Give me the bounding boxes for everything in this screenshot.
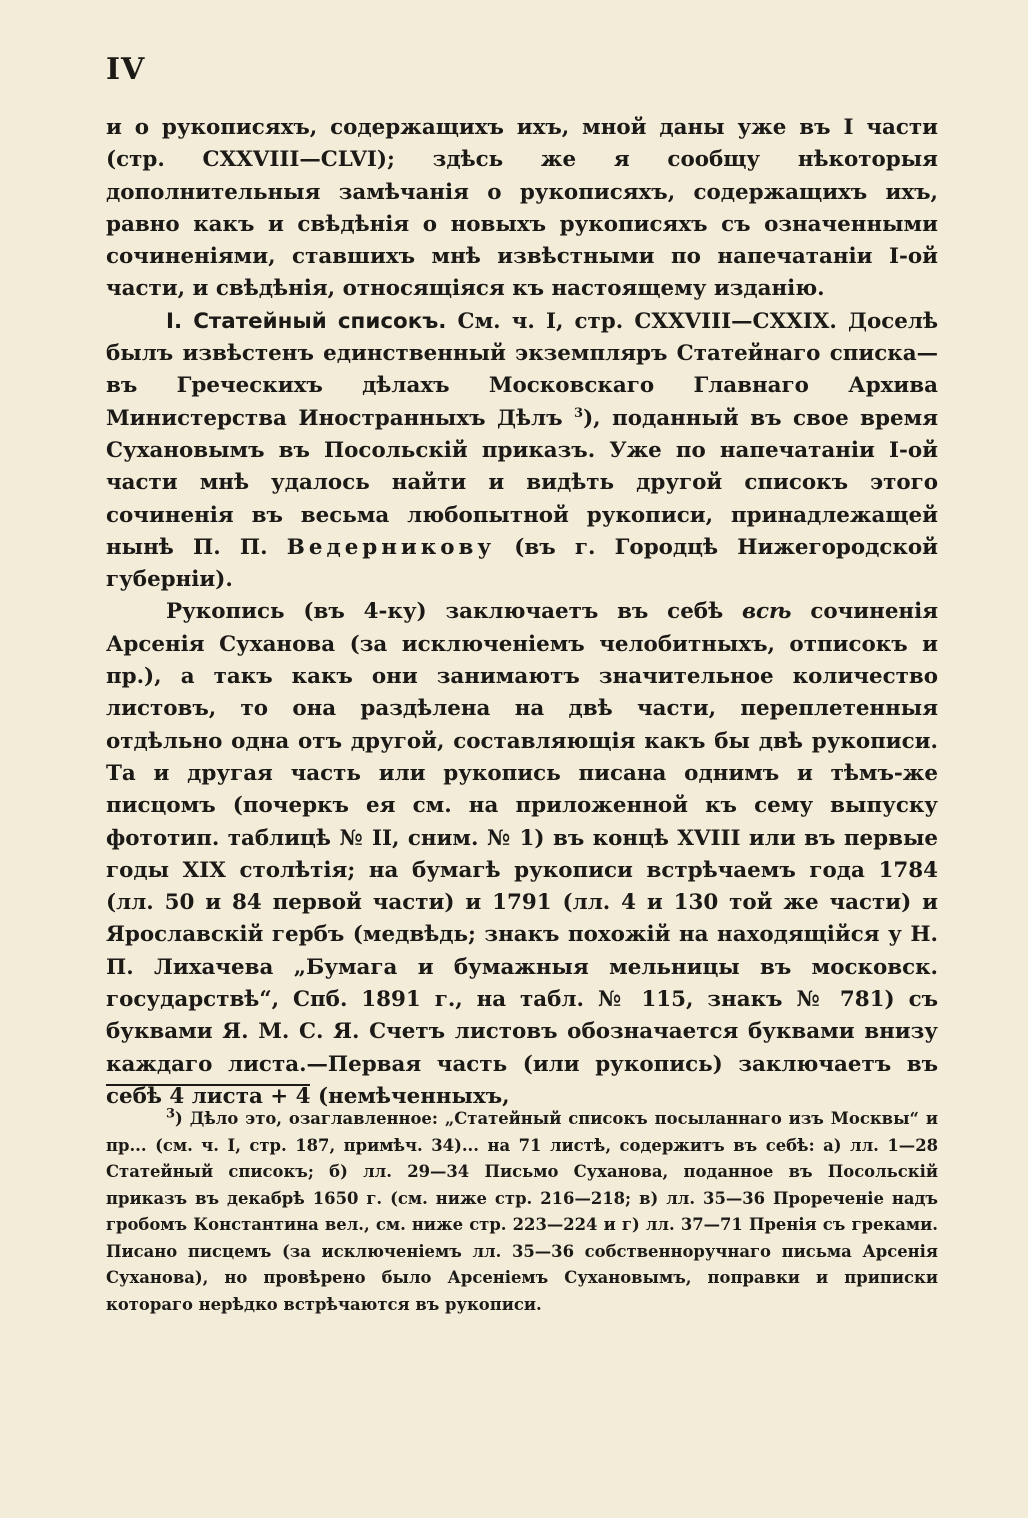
manuscript-text-b: сочиненія Арсенія Суханова (за исключеніемъ челобитныхъ, отписокъ и пр.), а такъ какъ они занимаютъ значительное количество листовъ, то она раздѣлена на двѣ части, переплетенныя отдѣльно одна отъ другой, составляющія какъ бы двѣ рукописи. Та и другая часть или рукопись писана однимъ и тѣмъ-же писцомъ (почеркъ ея см. на приложенной къ сему выпуску фототип. таблицѣ № II, сним. № 1) въ концѣ XVIII или въ первые годы XIX столѣтія; на бумагѣ рукописи встрѣчаемъ года 1784 (лл. 50 и 84 первой части) и 1791 (лл. 4 и 130 той же части) и Ярославскій гербъ (медвѣдь; знакъ похожій на находящійся у Н. П. Лихачева „Бумага и бумажныя мельницы въ московск. государствѣ“, Спб. 1891 г., на табл. № 115, знакъ № 781) съ буквами Я. М. С. Я. Счетъ листовъ обозначается буквами внизу каждаго листа.—Первая часть (или рукопись) заключаетъ въ себѣ 4 листа + 4 (немѣченныхъ, [106,599,939,1109]
footnote-text: ) Дѣло это, озаглавленное: „Статейный списокъ посыланнаго изъ Москвы“ и пр... (см. ч. I, стр. 187, примѣч. 34)... на 71 листѣ, содержитъ въ себѣ: а) лл. 1—28 Статейный списокъ; б) лл. 29—34 Письмо Суханова, поданное въ Посольскій приказъ въ декабрѣ 1650 г. (см. ниже стр. 216—218; в) лл. 35—36 Прореченіе надъ гробомъ Константина вел., см. ниже стр. 223—224 и г) лл. 37—71 Пренія съ греками. Писано писцемъ (за исключеніемъ лл. 35—36 собственноручнаго письма Арсенія Суханова), но провѣрено было Арсеніемъ Сухановымъ, поправки и приписки котораго нерѣдко встрѣчаются въ рукописи. [106,1109,938,1314]
page-number: IV [106,52,146,87]
footnote-reference: 3 [574,405,584,421]
manuscript-paragraph [106,596,938,1113]
emphasis-word: всѣ [741,599,792,625]
footnote-marker: 3 [166,1106,176,1122]
footnote-paragraph [106,1106,938,1318]
footnote-divider [106,1084,310,1086]
intro-paragraph: и о рукописяхъ, содержащихъ ихъ, мной даны уже въ I части (стр. CXXVIII—CLVI); здѣсь же я сообщу нѣкоторыя дополнительныя замѣчанія о рукописяхъ, содержащихъ ихъ, равно какъ и свѣдѣнія о новыхъ рукописяхъ съ означенными сочиненіями, ставшихъ мнѣ извѣстными по напечатаніи I-ой части, и свѣдѣнія, относящіяся къ настоящему изданію. [106,115,938,302]
main-text [106,112,938,1113]
manuscript-text-a: Рукопись (въ 4-ку) заключаетъ въ себѣ [166,599,724,625]
section-text-b: ), поданный въ свое время Сухановымъ въ Посольскій приказъ. Уже по напечатаніи I-ой части мнѣ удалось найти и видѣть другой списокъ этого сочиненія въ весьма любопытной рукописи, принадлежащей нынѣ П. П. [106,405,938,560]
section-text-c: (въ г. Городцѣ Нижегородской губерніи). [106,534,938,593]
footnote [106,1106,938,1318]
owner-name: Ведерникову [286,534,496,560]
section-paragraph [106,306,938,597]
section-text-a: См. ч. I, стр. CXXVIII—CXXIX. Доселѣ былъ извѣстенъ единственный экземпляръ Статейнаго списка—въ Греческихъ дѣлахъ Московскаго Главнаго Архива Министерства Иностранныхъ Дѣлъ [106,308,938,431]
section-heading: I. Статейный списокъ. [166,308,447,334]
